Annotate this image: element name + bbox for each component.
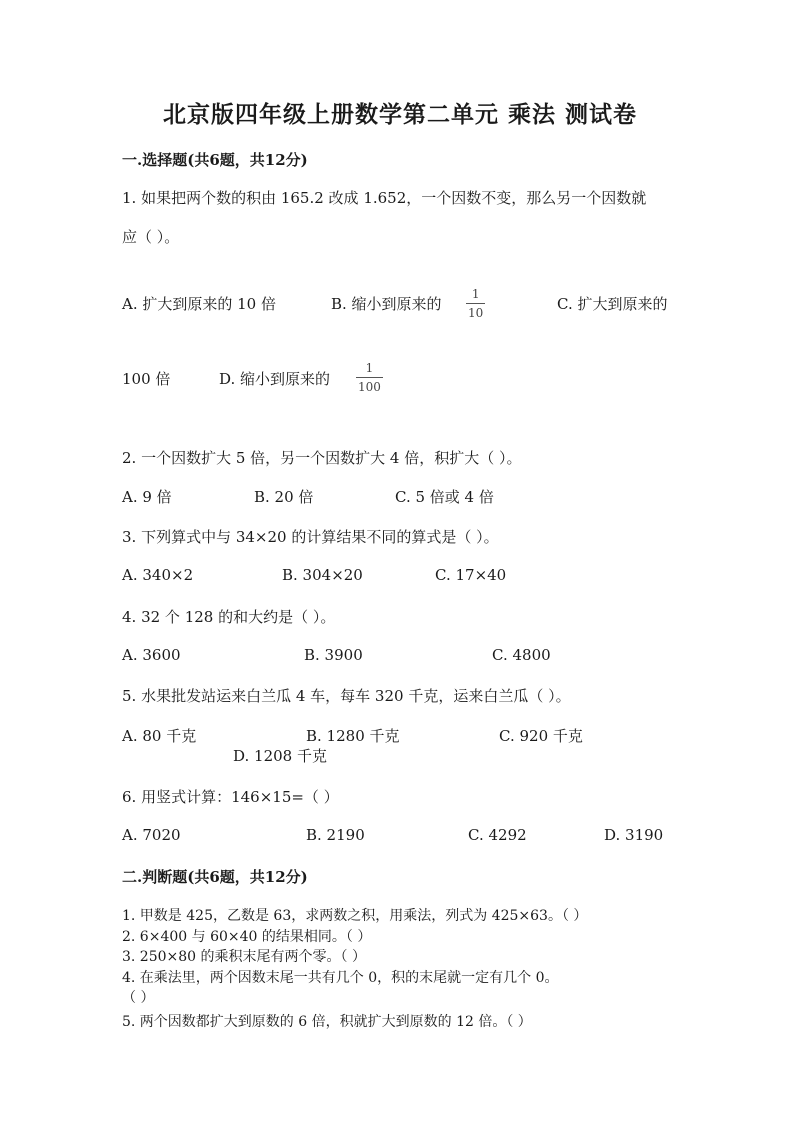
q2-option-b: B. 20 倍 xyxy=(254,488,314,506)
q5-option-a: A. 80 千克 xyxy=(122,727,197,745)
q5-option-d: D. 1208 千克 xyxy=(233,747,327,765)
question-6: 6. 用竖式计算：146×15=（ ） xyxy=(122,788,339,806)
q1-option-a: A. 扩大到原来的 10 倍 xyxy=(122,295,276,313)
q3-option-a: A. 340×2 xyxy=(122,566,194,584)
question-3: 3. 下列算式中与 34×20 的计算结果不同的算式是（ ）。 xyxy=(122,528,499,546)
fraction-numerator: 1 xyxy=(365,361,374,375)
question-4: 4. 32 个 128 的和大约是（ ）。 xyxy=(122,608,336,626)
q1-option-c: C. 扩大到原来的 xyxy=(557,295,668,313)
judgment-item-1: 1. 甲数是 425，乙数是 63，求两数之积，用乘法，列式为 425×63。（ ） xyxy=(122,908,588,924)
q1-option-d-fraction xyxy=(356,362,383,393)
question-1-line2: 应（ ）。 xyxy=(122,228,180,246)
q3-option-b: B. 304×20 xyxy=(282,566,363,584)
judgment-item-4-bracket: （ ） xyxy=(122,990,155,1006)
q4-option-c: C. 4800 xyxy=(492,646,551,664)
q1-option-d: D. 缩小到原来的 xyxy=(219,370,331,388)
q2-option-a: A. 9 倍 xyxy=(122,488,172,506)
question-5: 5. 水果批发站运来白兰瓜 4 车，每车 320 千克，运来白兰瓜（ ）。 xyxy=(122,687,571,705)
q6-option-d: D. 3190 xyxy=(604,826,664,844)
fraction-denominator: 100 xyxy=(356,377,383,393)
q5-option-b: B. 1280 千克 xyxy=(306,727,400,745)
question-2: 2. 一个因数扩大 5 倍，另一个因数扩大 4 倍，积扩大（ ）。 xyxy=(122,449,522,467)
q4-option-b: B. 3900 xyxy=(304,646,363,664)
q6-option-b: B. 2190 xyxy=(306,826,365,844)
q6-option-a: A. 7020 xyxy=(122,826,181,844)
q2-option-c: C. 5 倍或 4 倍 xyxy=(395,488,494,506)
fraction-numerator: 1 xyxy=(471,287,480,301)
question-1-line1: 1. 如果把两个数的积由 165.2 改成 1.652，一个因数不变，那么另一个因数就 xyxy=(122,189,647,207)
q1-option-b-fraction xyxy=(466,288,485,319)
q5-option-c: C. 920 千克 xyxy=(499,727,583,745)
q1-option-c-continued: 100 倍 xyxy=(122,370,171,388)
q3-option-c: C. 17×40 xyxy=(435,566,507,584)
page-title: 北京版四年级上册数学第二单元 乘法 测试卷 xyxy=(162,101,637,128)
q4-option-a: A. 3600 xyxy=(122,646,181,664)
q6-option-c: C. 4292 xyxy=(468,826,527,844)
section-heading-choice: 一.选择题(共6题，共12分) xyxy=(122,151,308,169)
fraction-denominator: 10 xyxy=(466,303,485,319)
q1-option-b: B. 缩小到原来的 xyxy=(331,295,442,313)
judgment-item-5: 5. 两个因数都扩大到原数的 6 倍，积就扩大到原数的 12 倍。（ ） xyxy=(122,1014,532,1030)
judgment-item-2: 2. 6×400 与 60×40 的结果相同。（ ） xyxy=(122,929,372,945)
section-heading-judgment: 二.判断题(共6题，共12分) xyxy=(122,868,308,886)
judgment-item-3: 3. 250×80 的乘积末尾有两个零。（ ） xyxy=(122,949,366,965)
judgment-item-4: 4. 在乘法里，两个因数末尾一共有几个 0，积的末尾就一定有几个 0。 xyxy=(122,970,559,986)
